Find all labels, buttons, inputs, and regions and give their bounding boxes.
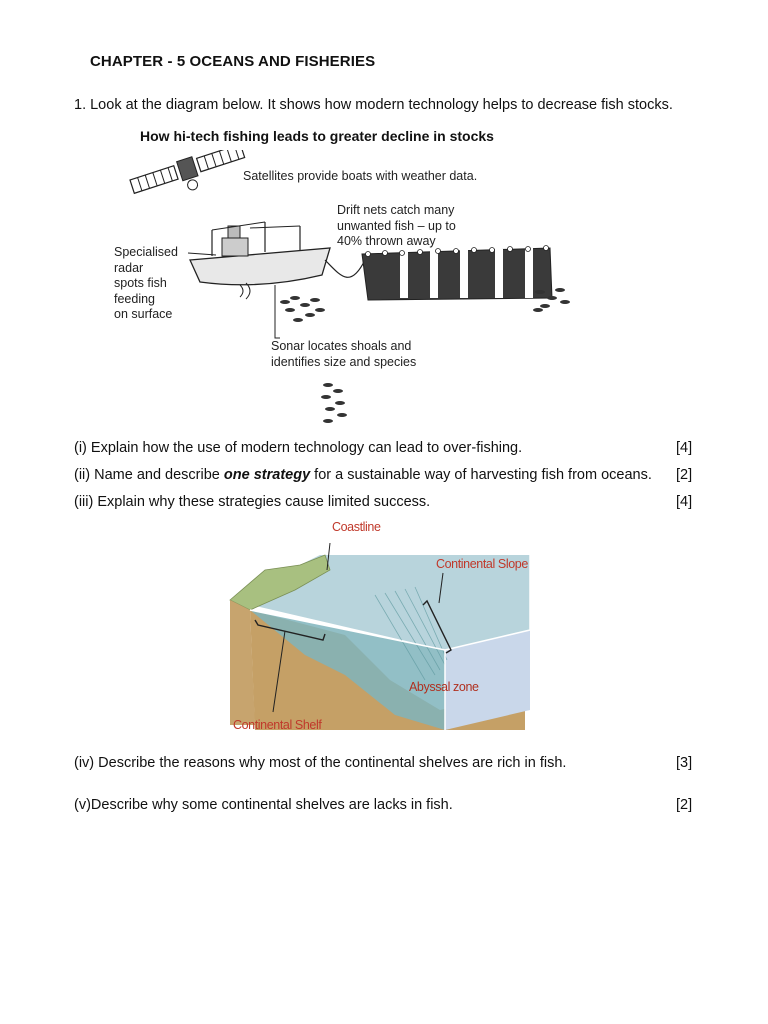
- radar-label-line: feeding: [114, 291, 156, 306]
- question-v: [74, 797, 453, 813]
- fish-school-icon: [321, 383, 347, 423]
- question-iii: [74, 494, 430, 510]
- radar-label-line: radar: [114, 260, 144, 275]
- radar-label-line: on surface: [114, 307, 173, 321]
- continental-shelf-diagram: [225, 515, 545, 745]
- coastline-label: Coastline: [332, 520, 381, 534]
- chapter-title: CHAPTER - 5 OCEANS AND FISHERIES: [90, 53, 376, 70]
- question-i: [74, 440, 522, 456]
- sonar-label-line: Sonar locates shoals and: [271, 339, 412, 353]
- sonar-label: [271, 339, 416, 370]
- radar-label: [114, 245, 178, 323]
- question-ii-mark: [2]: [676, 467, 693, 483]
- fish-school-icon: [280, 296, 325, 322]
- drift-nets-label: [337, 203, 456, 250]
- continental-slope-label: Continental Slope: [436, 557, 528, 571]
- drift-nets-label-line: Drift nets catch many: [337, 203, 455, 217]
- question-text: (iv) Describe the reasons why most of the continental shelves are rich in fish.: [74, 755, 567, 771]
- radar-label-line: Specialised: [114, 245, 178, 259]
- question-i-mark: [4]: [676, 440, 693, 456]
- drift-nets-label-line: unwanted fish – up to: [337, 218, 456, 233]
- drift-net: [362, 246, 552, 301]
- question-iii-mark: [4]: [676, 494, 693, 510]
- question-ii: [74, 467, 652, 483]
- question-1-intro: 1. Look at the diagram below. It shows how modern technology helps to decrease fish stocks.: [74, 97, 673, 113]
- question-text: (i) Explain how the use of modern technology can lead to over-fishing.: [74, 440, 523, 456]
- question-text: (ii) Name and describe: [74, 467, 224, 483]
- question-v-mark: [2]: [676, 797, 693, 813]
- question-iv-mark: [3]: [676, 755, 693, 771]
- question-iv: [74, 755, 566, 771]
- satellite-icon: [129, 150, 249, 208]
- radar-label-line: spots fish: [114, 276, 167, 290]
- question-emphasis: one strategy: [223, 467, 311, 483]
- question-text: (v)Describe why some continental shelves are lacks in fish.: [74, 797, 453, 813]
- sonar-leader-line: [275, 285, 280, 338]
- continental-shelf-label: Continental Shelf: [233, 718, 322, 732]
- sonar-label-line: identifies size and species: [271, 354, 417, 369]
- drift-nets-label-line: 40% thrown away: [337, 234, 436, 248]
- fishing-boat-icon: [190, 222, 330, 299]
- figure1-title: How hi-tech fishing leads to greater decline in stocks: [140, 128, 494, 144]
- question-text: for a sustainable way of harvesting fish from oceans.: [310, 467, 652, 483]
- satellites-label: Satellites provide boats with weather data.: [243, 169, 478, 183]
- question-text: (iii) Explain why these strategies cause limited success.: [74, 494, 431, 510]
- abyssal-zone-label: Abyssal zone: [409, 680, 479, 694]
